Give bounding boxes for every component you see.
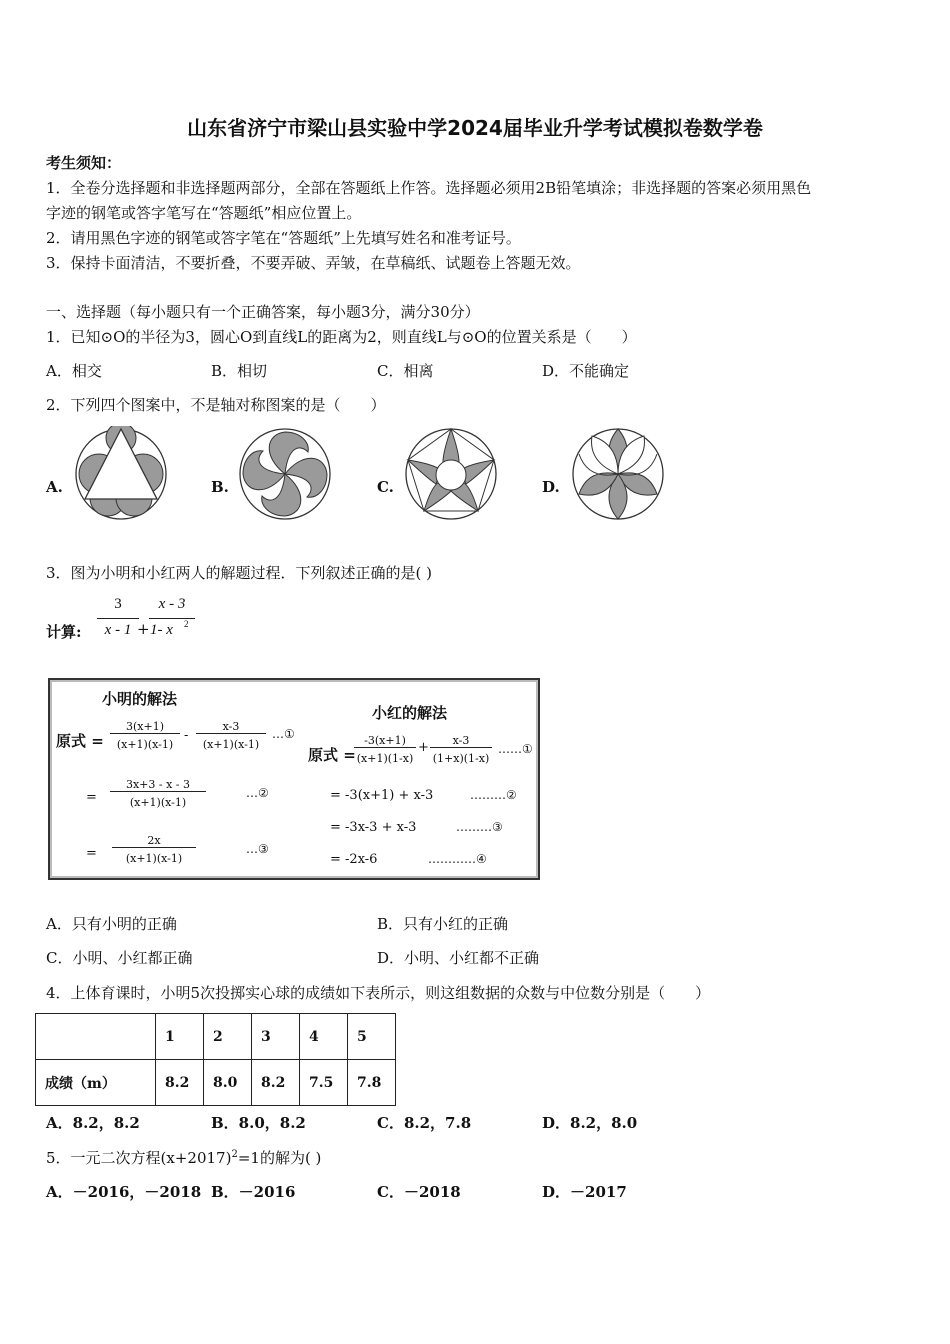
xh-l1-op: +: [418, 740, 429, 755]
q5-stem: [46, 1147, 321, 1168]
xm-l1-lhs: 原式 =: [56, 732, 104, 750]
xh-l1-tag: ……①: [498, 742, 533, 756]
table-cell: 8.2: [156, 1060, 204, 1106]
xm-l3-den: (x+1)(x-1): [125, 852, 183, 865]
notice-heading: 考生须知：: [46, 154, 122, 172]
xm-l2-num: 3x+3 - x - 3: [110, 778, 206, 792]
xh-title: 小红的解法: [372, 704, 448, 722]
table-cell: 2: [204, 1014, 252, 1060]
table-cell: 7.5: [300, 1060, 348, 1106]
xh-l1-a-num: -3(x+1): [354, 734, 416, 748]
table-cell: 8.0: [204, 1060, 252, 1106]
q5-stem-b: =1的解为( ): [237, 1149, 322, 1167]
section-heading: 一、选择题（每小题只有一个正确答案，每小题3分，满分30分）: [46, 303, 480, 321]
q3-stem: 3．图为小明和小红两人的解题过程．下列叙述正确的是( ): [46, 564, 433, 582]
q5-stem-a: 5．一元二次方程(x+2017): [46, 1149, 232, 1167]
xh-l1-b-num: x-3: [430, 734, 492, 748]
xh-l4: = -2x-6: [330, 852, 378, 867]
q3-option-a: A．只有小明的正确: [46, 915, 177, 933]
xm-l1-a-den: (x+1)(x-1): [116, 738, 174, 751]
q4-option-d: D．8.2，8.0: [542, 1114, 638, 1132]
xm-l2-tag: …②: [246, 786, 269, 800]
table-cell: 成绩（m）: [36, 1060, 156, 1106]
xh-l2: = -3(x+1) + x-3: [330, 788, 434, 803]
notice-line-1b: 字迹的钢笔或答字笔写在“答题纸”相应位置上。: [46, 204, 362, 222]
q3-option-c: C．小明、小红都正确: [46, 949, 193, 967]
xm-l1-b-num: x-3: [196, 720, 266, 734]
q3-option-d: D．小明、小红都不正确: [377, 949, 540, 967]
xm-l3-num: 2x: [112, 834, 196, 848]
xm-l1-tag: …①: [272, 727, 295, 741]
table-cell: 8.2: [252, 1060, 300, 1106]
q1-option-c: C．相离: [377, 362, 434, 380]
notice-line-2: 2．请用黑色字迹的钢笔或答字笔在“答题纸”上先填写姓名和准考证号。: [46, 229, 521, 247]
table-cell: 5: [348, 1014, 396, 1060]
table-row: [36, 1014, 396, 1060]
calc-label: 计算:: [46, 623, 82, 641]
table-cell: 4: [300, 1014, 348, 1060]
q5-option-a: A．－2016，－2018: [46, 1183, 202, 1201]
q5-option-b: B．－2016: [211, 1183, 296, 1201]
page-title: 山东省济宁市梁山县实验中学2024届毕业升学考试模拟卷数学卷: [187, 116, 763, 140]
table-cell: 1: [156, 1014, 204, 1060]
xm-l1-b-den: (x+1)(x-1): [202, 738, 260, 751]
xm-l1-op: -: [184, 728, 189, 743]
notice-line-1a: 1．全卷分选择题和非选择题两部分，全部在答题纸上作答。选择题必须用2B铅笔填涂；非选择题的答案必须用黑色: [46, 179, 812, 197]
q4-option-c: C．8.2，7.8: [377, 1114, 472, 1132]
xm-title: 小明的解法: [102, 690, 178, 708]
figure-b-swirl-pattern: [236, 426, 334, 522]
figure-c-star-pattern: [403, 424, 499, 522]
table-row: [36, 1060, 396, 1106]
frac2-numerator: x - 3: [158, 596, 186, 612]
q1-option-a: A．相交: [46, 362, 102, 380]
frac2-exponent: 2: [184, 619, 189, 629]
q5-option-c: C．－2018: [377, 1183, 461, 1201]
xm-l2-den: (x+1)(x-1): [129, 796, 187, 809]
frac1-denominator: x - 1: [104, 622, 132, 638]
q2-label-d: D.: [542, 478, 560, 496]
table-cell: 7.8: [348, 1060, 396, 1106]
frac1-numerator: 3: [114, 596, 122, 612]
table-cell: [36, 1014, 156, 1060]
table-cell: 3: [252, 1014, 300, 1060]
q5-option-d: D．－2017: [542, 1183, 627, 1201]
q2-label-c: C.: [377, 478, 394, 496]
notice-line-3: 3．保持卡面清洁，不要折叠，不要弄破、弄皱，在草稿纸、试题卷上答题无效。: [46, 254, 581, 272]
xh-l1-b-den: (1+x)(1-x): [432, 752, 490, 765]
frac1-bar: [97, 618, 139, 619]
score-table: [35, 1013, 396, 1106]
figure-d-flower-pattern: [570, 426, 666, 522]
xh-l1-lhs: 原式 =: [308, 746, 356, 764]
q1-option-b: B．相切: [211, 362, 268, 380]
q5-exponent: 2: [231, 1149, 238, 1160]
xh-l3-tag: ………③: [456, 820, 503, 834]
q4-option-b: B．8.0，8.2: [211, 1114, 306, 1132]
q3-option-b: B．只有小红的正确: [377, 915, 509, 933]
xh-l3: = -3x-3 + x-3: [330, 820, 417, 835]
q2-label-a: A.: [46, 478, 63, 496]
plus-sign: +: [137, 620, 150, 638]
q4-stem: 4．上体育课时，小明5次投掷实心球的成绩如下表所示，则这组数据的众数与中位数分别是（ ）: [46, 984, 711, 1002]
q1-option-d: D．不能确定: [542, 362, 630, 380]
xm-l3-eq: =: [86, 846, 97, 861]
xh-l2-tag: ………②: [470, 788, 517, 802]
q1-stem: 1．已知⊙O的半径为3，圆心O到直线L的距离为2，则直线L与⊙O的位置关系是（ ）: [46, 328, 637, 346]
xh-l1-a-den: (x+1)(1-x): [356, 752, 414, 765]
solution-work-image: [48, 678, 540, 880]
figure-a-triangle-pattern: [72, 426, 170, 522]
xm-l3-tag: …③: [246, 842, 269, 856]
xm-l1-a-num: 3(x+1): [110, 720, 180, 734]
frac2-denominator: 1- x: [150, 622, 173, 638]
xm-l2-eq: =: [86, 790, 97, 805]
q2-label-b: B.: [211, 478, 229, 496]
q4-option-a: A．8.2，8.2: [46, 1114, 140, 1132]
q2-stem: 2．下列四个图案中，不是轴对称图案的是（ ）: [46, 396, 386, 414]
xh-l4-tag: …………④: [428, 852, 487, 866]
